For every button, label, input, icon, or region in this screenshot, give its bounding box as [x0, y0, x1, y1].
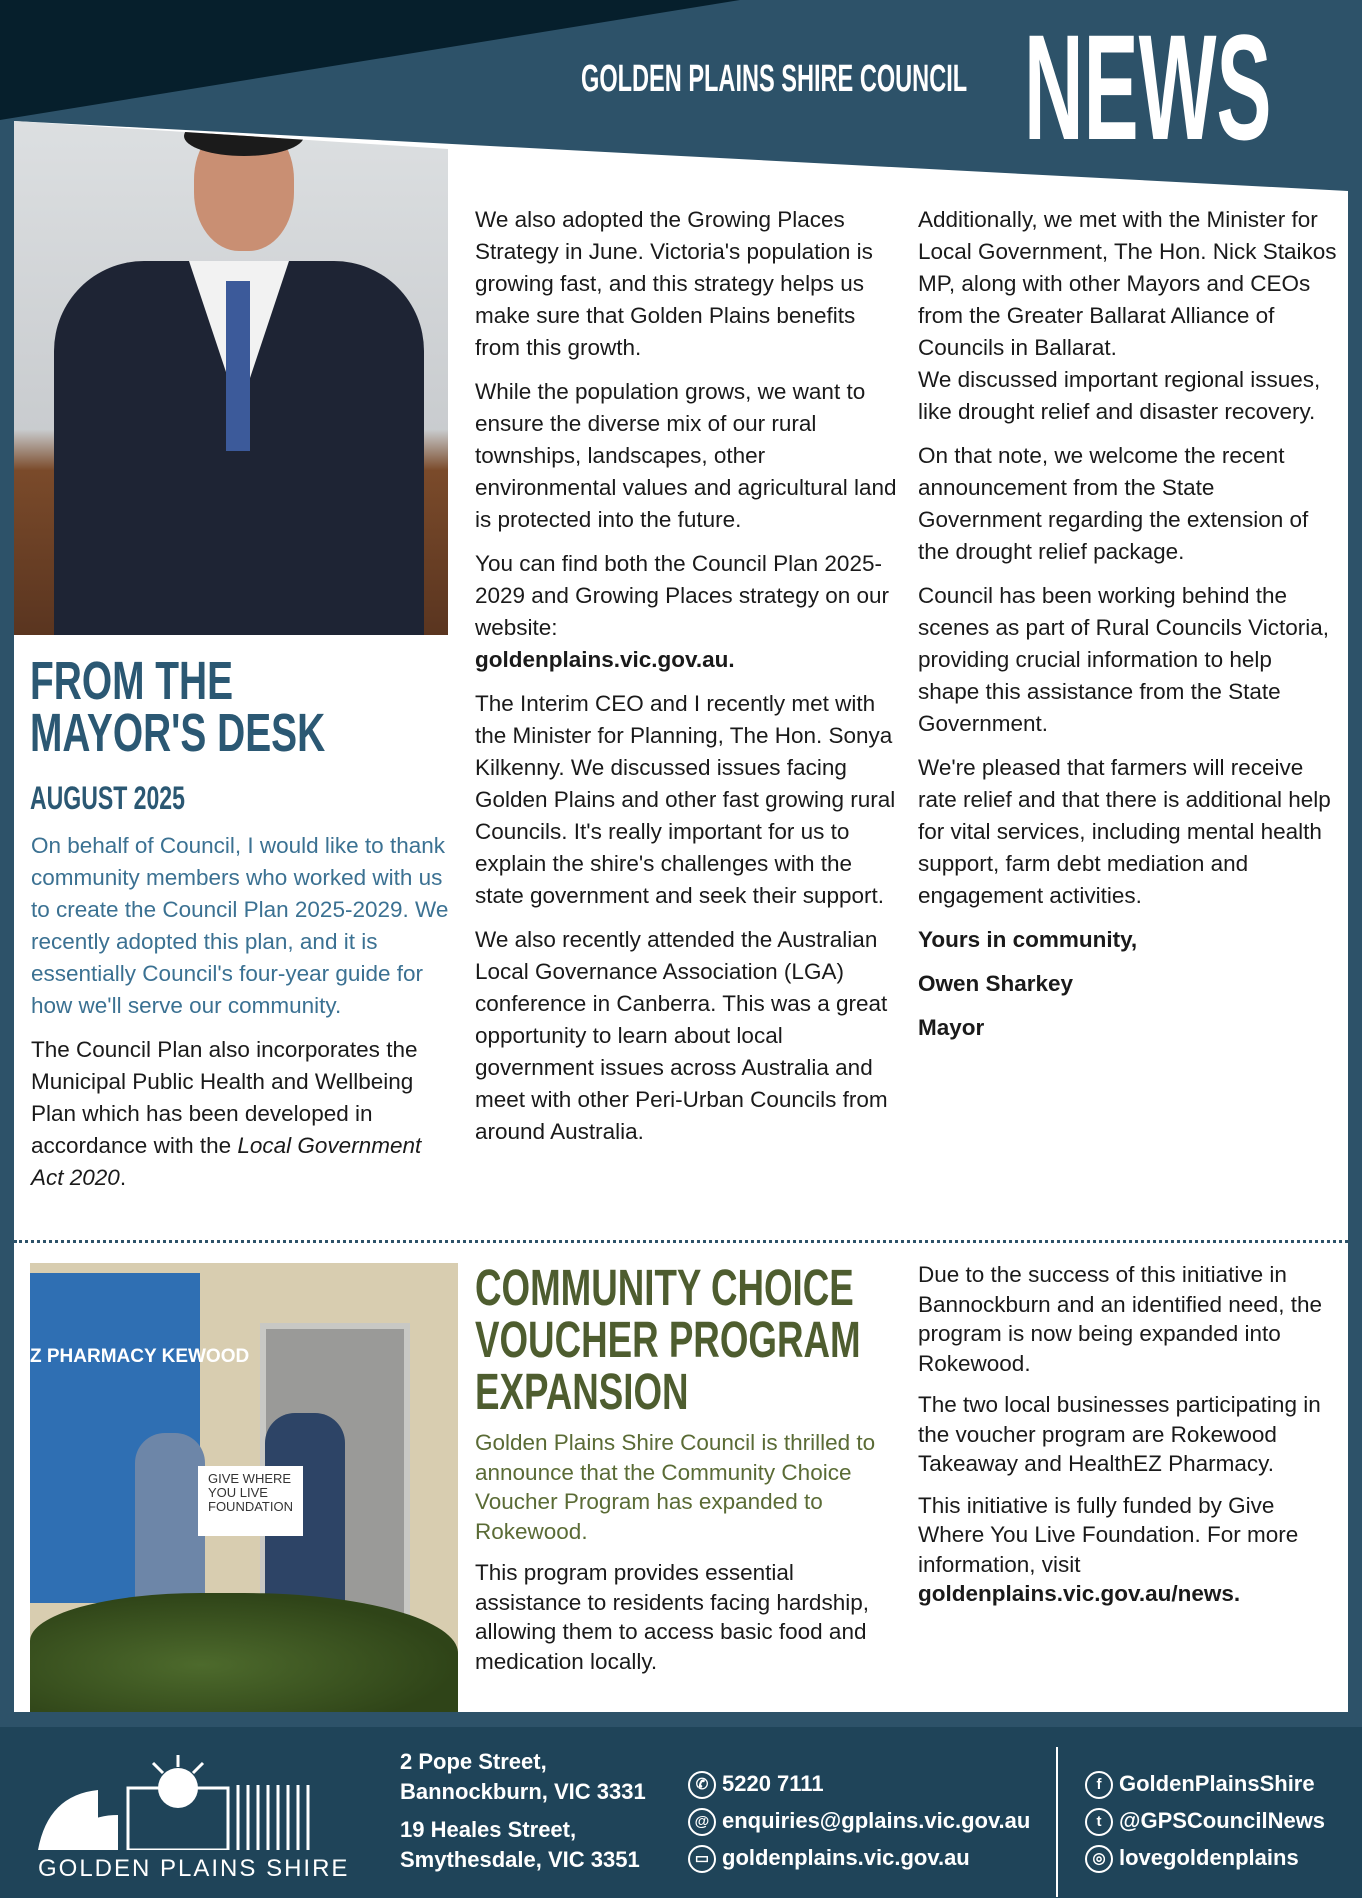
mayor-name: Owen Sharkey	[918, 971, 1074, 996]
voucher-column-2	[918, 1260, 1338, 1621]
issue-date: AUGUST 2025	[30, 780, 185, 816]
pharmacy-sign: Z PHARMACY KEWOOD	[30, 1346, 250, 1367]
news-link[interactable]: goldenplains.vic.gov.au/news.	[918, 1581, 1241, 1606]
body-text: We discussed important regional issues, like drought relief and disaster recovery.	[918, 367, 1321, 424]
section-divider	[14, 1240, 1348, 1243]
body-text: Council has been working behind the scenes as part of Rural Councils Victoria, providing crucial information to help shape this assistance from the State Government.	[918, 583, 1330, 736]
foundation-sign: GIVE WHERE YOU LIVE FOUNDATION	[198, 1466, 303, 1536]
masthead-title: NEWS	[1024, 3, 1272, 171]
mayor-column-3	[918, 204, 1338, 1056]
website-link[interactable]: goldenplains.vic.gov.au	[722, 1845, 970, 1870]
body-text: Additionally, we met with the Minister for Local Government, The Hon. Nick Staikos MP, along with other Mayors and CEOs from the Greater Ballarat Alliance of Councils in Ballarat.	[918, 207, 1337, 360]
voucher-column-1	[475, 1428, 905, 1688]
body-text: We're pleased that farmers will receive rate relief and that there is additional help for vital services, including mental health support, farm debt mediation and engagement activities.	[918, 755, 1331, 908]
body-text: The Council Plan also incorporates the Municipal Public Health and Wellbeing Plan which has been developed in accordance with the Local Government Act 2020.	[31, 1037, 422, 1190]
body-text: This program provides essential assistance to residents facing hardship, allowing them to access basic food and medication locally.	[475, 1560, 869, 1674]
voucher-heading: COMMUNITY CHOICE VOUCHER PROGRAM EXPANSION	[475, 1259, 861, 1420]
address-bannockburn: 2 Pope Street, Bannockburn, VIC 3331	[400, 1749, 646, 1804]
mayor-role: Mayor	[918, 1015, 985, 1040]
body-text: The Interim CEO and I recently met with the Minister for Planning, The Hon. Sonya Kilkenny. We discussed issues facing Golden Plains and other fast growing rural Councils. It's really important for us to explain the shire's challenges with the state government and seek their support.	[475, 691, 896, 908]
email-icon: @	[688, 1808, 716, 1836]
body-text: The two local businesses participating in the voucher program are Rokewood Takeaway and HealthEZ Pharmacy.	[918, 1392, 1321, 1476]
twitter-icon: t	[1085, 1808, 1113, 1836]
voucher-lead: Golden Plains Shire Council is thrilled to announce that the Community Choice Voucher Program has expanded to Rokewood.	[475, 1430, 876, 1544]
email-link[interactable]: enquiries@gplains.vic.gov.au	[722, 1808, 1031, 1833]
logo-text: GOLDEN PLAINS SHIRE	[38, 1855, 350, 1882]
monitor-icon: ▭	[688, 1845, 716, 1873]
instagram-icon: ◎	[1085, 1845, 1113, 1873]
body-text: While the population grows, we want to ensure the diverse mix of our rural townships, landscapes, other environmental values and agricultural land is protected into the future.	[475, 379, 897, 532]
mayor-column-2	[475, 204, 900, 1160]
council-name: GOLDEN PLAINS SHIRE COUNCIL	[581, 58, 968, 100]
phone-number[interactable]: 5220 7111	[722, 1771, 824, 1796]
footer	[0, 1727, 1362, 1898]
instagram-link[interactable]: lovegoldenplains	[1119, 1845, 1299, 1870]
body-text: Due to the success of this initiative in Bannockburn and an identified need, the program is now being expanded into Rokewood.	[918, 1262, 1323, 1376]
mayor-heading: FROM THE MAYOR'S DESK	[30, 651, 326, 763]
signoff: Yours in community,	[918, 927, 1138, 952]
facebook-link[interactable]: GoldenPlainsShire	[1119, 1771, 1315, 1796]
contact-list	[688, 1769, 1030, 1880]
body-text: We also recently attended the Australian Local Governance Association (LGA) conference in Canberra. This was a great opportunity to learn about local government issues across Australia and meet with other Peri-Urban Councils from around Australia.	[475, 927, 888, 1144]
social-list	[1085, 1769, 1325, 1880]
mayor-column-1	[31, 830, 451, 1206]
address-smythesdale: 19 Heales Street, Smythesdale, VIC 3351	[400, 1817, 640, 1872]
footer-divider	[1056, 1747, 1058, 1897]
body-text: This initiative is fully funded by Give Where You Live Foundation. For more information, visit goldenplains.vic.gov.au/news.	[918, 1492, 1299, 1606]
facebook-icon: f	[1085, 1771, 1113, 1799]
twitter-link[interactable]: @GPSCouncilNews	[1119, 1808, 1326, 1833]
intro-text: On behalf of Council, I would like to thank community members who worked with us to create the Council Plan 2025-2029. We recently adopted this plan, and it is essentially Council's four-year guide for how we'll serve our community.	[31, 833, 449, 1018]
mayor-photo	[14, 121, 448, 635]
body-text: On that note, we welcome the recent announcement from the State Government regarding the extension of the drought relief package.	[918, 443, 1309, 564]
phone-icon: ✆	[688, 1771, 716, 1799]
body-text: We also adopted the Growing Places Strategy in June. Victoria's population is growing fast, and this strategy helps us make sure that Golden Plains benefits from this growth.	[475, 207, 873, 360]
golden-plains-logo	[38, 1755, 323, 1850]
body-text: You can find both the Council Plan 2025-2029 and Growing Places strategy on our website: goldenplains.vic.gov.au.	[475, 551, 889, 672]
voucher-photo	[30, 1263, 458, 1712]
website-link[interactable]: goldenplains.vic.gov.au.	[475, 647, 735, 672]
